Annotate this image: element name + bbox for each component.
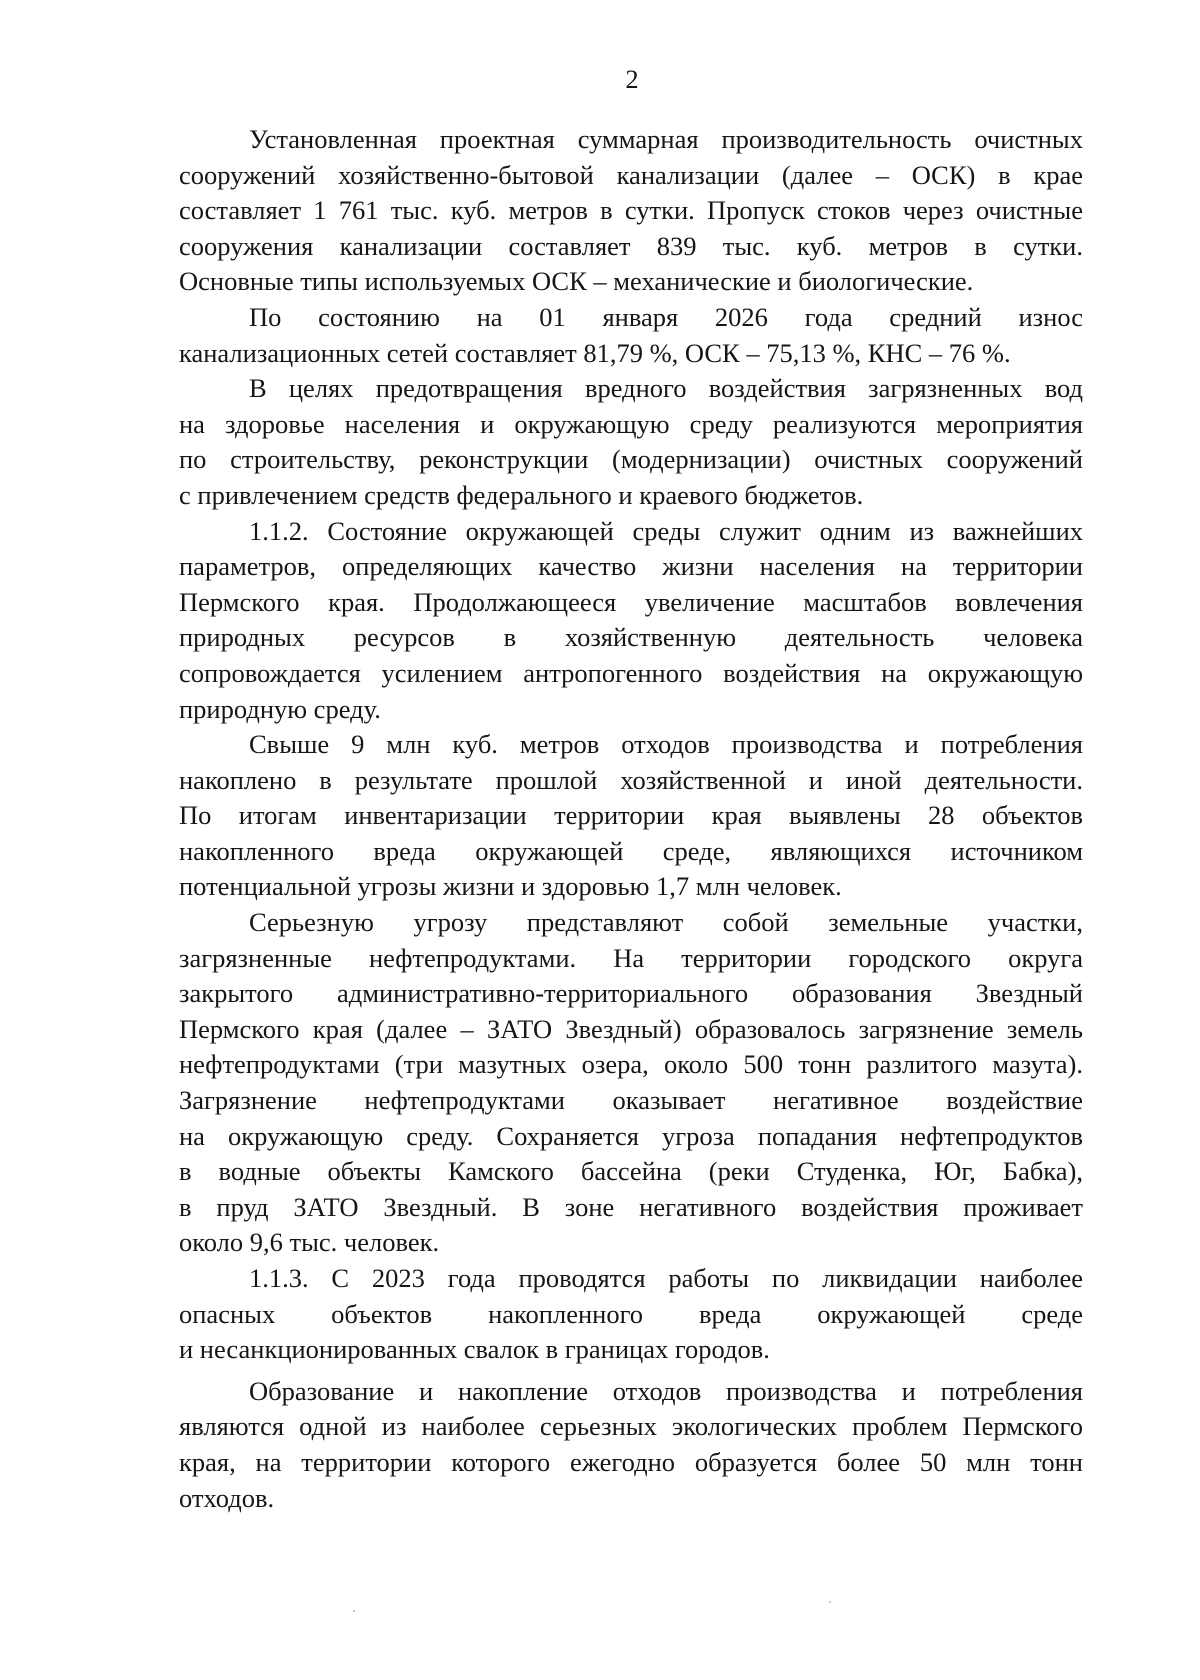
paragraph: [179, 1261, 1083, 1368]
text-line: сооружений хозяйственно-бытовой канализации (далее – ОСК) в крае: [179, 159, 1083, 190]
text-line: являются одной из наиболее серьезных экологических проблем Пермского: [179, 1411, 1083, 1442]
text-line: нефтепродуктами (три мазутных озера, около 500 тонн разлитого мазута).: [179, 1049, 1083, 1080]
text-line: в пруд ЗАТО Звездный. В зоне негативного воздействия проживает: [179, 1191, 1083, 1222]
text-line: канализационных сетей составляет 81,79 %, ОСК – 75,13 %, КНС – 76 %.: [179, 337, 1011, 368]
text-line: Пермского края. Продолжающееся увеличение масштабов вовлечения: [179, 586, 1083, 617]
paragraph: [179, 371, 1083, 513]
text-line: Пермского края (далее – ЗАТО Звездный) образовалось загрязнение земель: [179, 1013, 1083, 1044]
text-line: края, на территории которого ежегодно образуется более 50 млн тонн: [179, 1446, 1083, 1477]
text-line: накопленного вреда окружающей среде, являющихся источником: [179, 835, 1083, 866]
text-line: сооружения канализации составляет 839 тыс. куб. метров в сутки.: [179, 230, 1083, 261]
text-line: Загрязнение нефтепродуктами оказывает негативное воздействие: [179, 1085, 1083, 1116]
text-line: на здоровье населения и окружающую среду реализуются мероприятия: [179, 408, 1083, 439]
text-line: 1.1.2. Состояние окружающей среды служит одним из важнейших: [249, 515, 1083, 546]
scan-speck: [829, 1601, 831, 1603]
text-line: Основные типы используемых ОСК – механические и биологические.: [179, 266, 974, 297]
text-line: составляет 1 761 тыс. куб. метров в сутки. Пропуск стоков через очистные: [179, 195, 1083, 226]
text-line: с привлечением средств федерального и краевого бюджетов.: [179, 479, 864, 510]
text-line: Свыше 9 млн куб. метров отходов производства и потребления: [249, 729, 1083, 760]
text-line: Серьезную угрозу представляют собой земельные участки,: [249, 907, 1083, 938]
text-line: По состоянию на 01 января 2026 года средний износ: [249, 301, 1083, 332]
text-line: в водные объекты Камского бассейна (реки Студенка, Юг, Бабка),: [179, 1156, 1083, 1187]
paragraph: [179, 122, 1083, 300]
text-line: природную среду.: [179, 693, 381, 724]
text-line: параметров, определяющих качество жизни населения на территории: [179, 551, 1083, 582]
page-number: 2: [625, 64, 639, 94]
text-line: и несанкционированных свалок в границах городов.: [179, 1334, 770, 1365]
text-line: закрытого административно-территориального образования Звездный: [179, 978, 1083, 1009]
text-line: природных ресурсов в хозяйственную деятельность человека: [179, 622, 1083, 653]
text-line: В целях предотвращения вредного воздействия загрязненных вод: [249, 373, 1083, 404]
paragraph: [179, 727, 1083, 905]
text-line: потенциальной угрозы жизни и здоровью 1,7 млн человек.: [179, 871, 842, 902]
text-line: накоплено в результате прошлой хозяйственной и иной деятельности.: [179, 764, 1083, 795]
text-line: по строительству, реконструкции (модернизации) очистных сооружений: [179, 444, 1083, 475]
text-line: 1.1.3. С 2023 года проводятся работы по ликвидации наиболее: [249, 1263, 1083, 1293]
text-line: сопровождается усилением антропогенного воздействия на окружающую: [179, 657, 1083, 688]
text-line: на окружающую среду. Сохраняется угроза попадания нефтепродуктов: [179, 1120, 1083, 1151]
text-line: около 9,6 тыс. человек.: [179, 1227, 440, 1258]
paragraph: [179, 905, 1083, 1261]
text-line: Образование и накопление отходов производства и потребления: [249, 1375, 1083, 1406]
paragraph: [179, 300, 1083, 371]
paragraph: [179, 514, 1083, 728]
text-line: отходов.: [179, 1482, 275, 1513]
text-line: Установленная проектная суммарная производительность очистных: [249, 124, 1083, 154]
text-line: опасных объектов накопленного вреда окружающей среде: [179, 1298, 1083, 1329]
text-line: загрязненные нефтепродуктами. На территории городского округа: [179, 942, 1083, 973]
paragraph: [179, 1374, 1083, 1516]
text-line: По итогам инвентаризации территории края выявлены 28 объектов: [179, 800, 1083, 831]
scan-speck: [353, 1610, 355, 1612]
document-body: [179, 122, 1083, 1516]
